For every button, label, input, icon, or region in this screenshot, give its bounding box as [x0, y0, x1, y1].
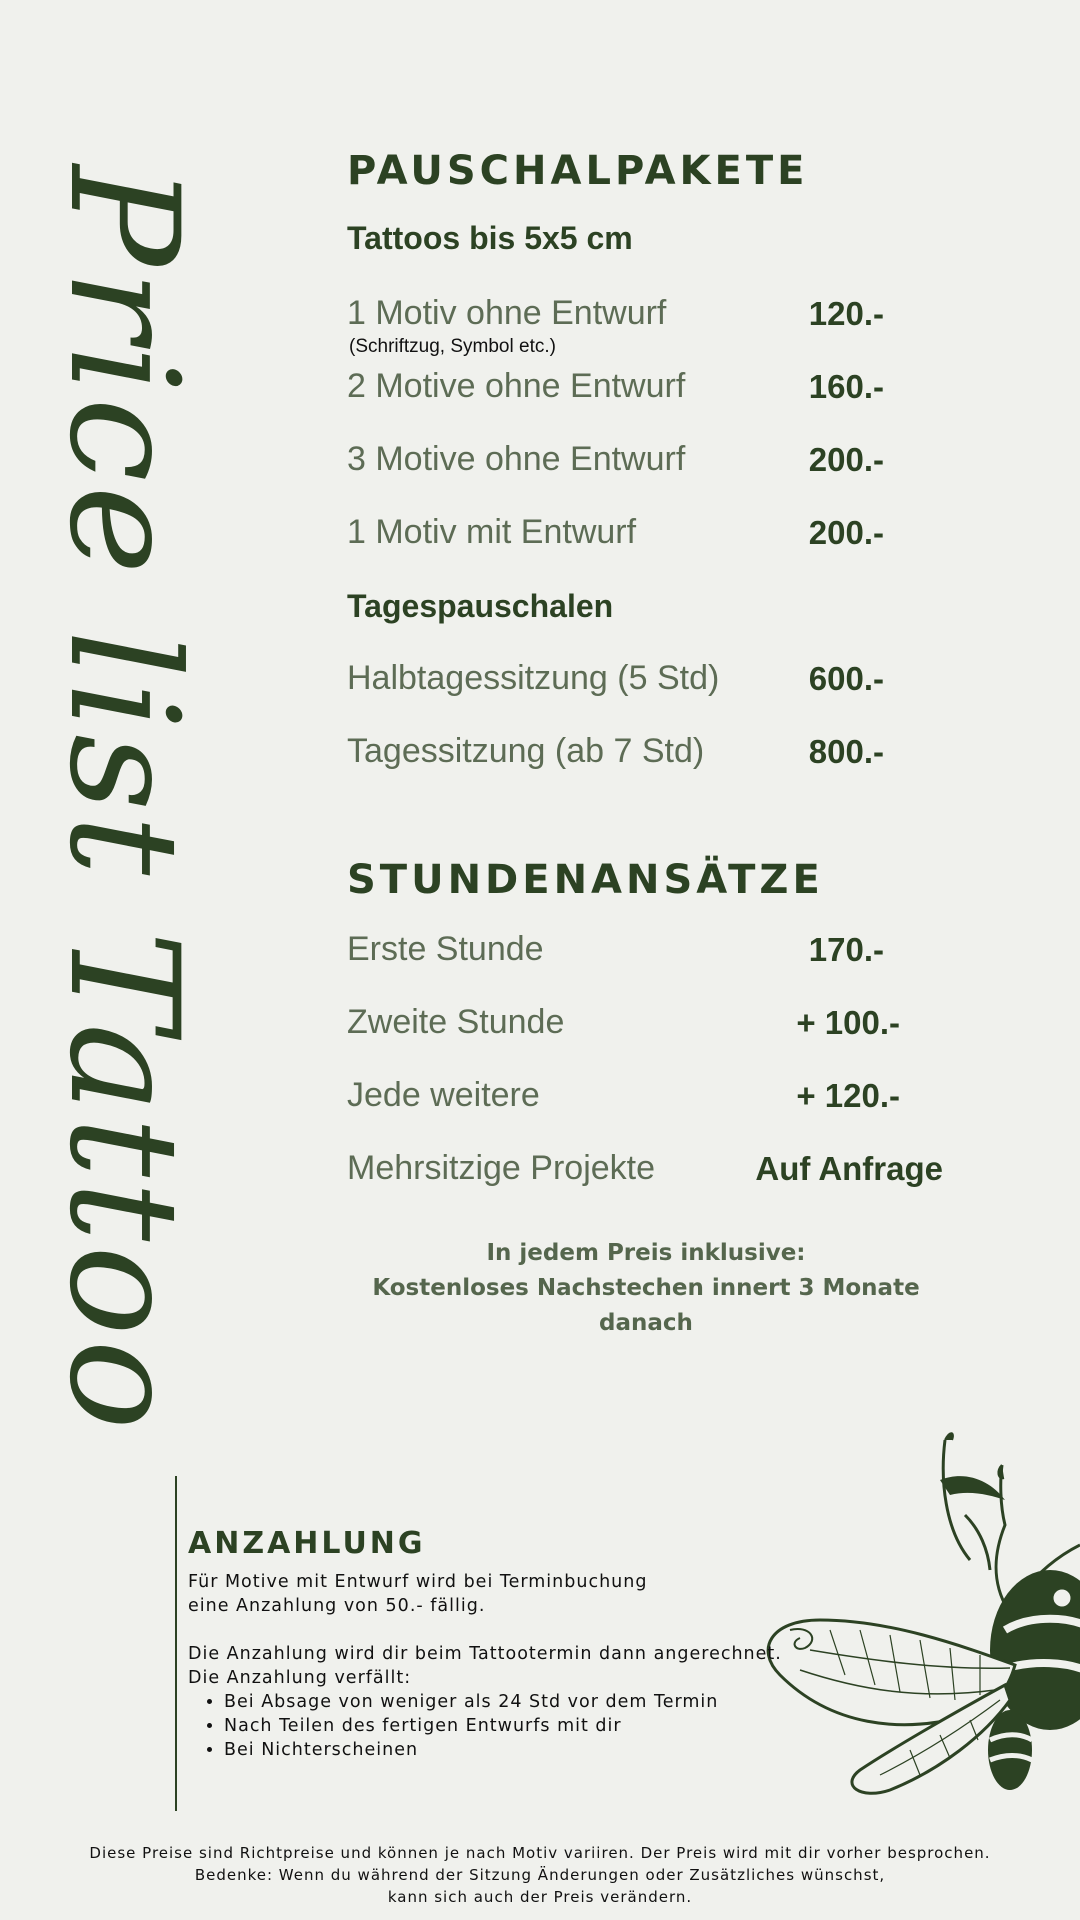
- footer-disclaimer: [40, 1842, 1040, 1908]
- package-item-price: 120.-: [808, 295, 884, 332]
- package-item-label: 1 Motiv ohne Entwurf: [347, 294, 667, 332]
- small-tattoos-subheading: Tattoos bis 5x5 cm: [347, 220, 633, 256]
- hourly-item-label: Erste Stunde: [347, 930, 544, 968]
- hourly-item-price: Auf Anfrage: [755, 1150, 943, 1187]
- day-rate-price: 800.-: [808, 733, 884, 770]
- inclusive-line: Kostenloses Nachstechen innert 3 Monate: [372, 1275, 920, 1301]
- footer-line: Diese Preise sind Richtpreise und können je nach Motiv variiren. Der Preis wird mit dir vorher besprochen.: [89, 1844, 991, 1862]
- deposit-conditions-list: [188, 1690, 718, 1762]
- day-rate-label: Tagessitzung (ab 7 Std): [347, 732, 705, 770]
- day-rates-subheading: Tagespauschalen: [347, 588, 614, 624]
- deposit-text: Für Motive mit Entwurf wird bei Terminbuchung: [188, 1572, 648, 1592]
- hourly-item-label: Mehrsitzige Projekte: [347, 1149, 656, 1187]
- day-rate-label: Halbtagessitzung (5 Std): [347, 659, 720, 697]
- package-item-label: 3 Motive ohne Entwurf: [347, 440, 686, 478]
- deposit-text: Die Anzahlung wird dir beim Tattootermin dann angerechnet.: [188, 1644, 782, 1664]
- hourly-item-price: + 100.-: [796, 1004, 900, 1041]
- packages-heading: PAUSCHALPAKETE: [347, 148, 809, 194]
- inclusive-line: danach: [599, 1310, 693, 1336]
- deposit-text: Die Anzahlung verfällt:: [188, 1668, 412, 1688]
- deposit-text: eine Anzahlung von 50.- fällig.: [188, 1596, 486, 1616]
- package-item-label: 1 Motiv mit Entwurf: [347, 513, 637, 551]
- footer-line: Bedenke: Wenn du während der Sitzung Änderungen oder Zusätzliches wünschst,: [194, 1866, 886, 1884]
- footer-line: kann sich auch der Preis verändern.: [387, 1888, 693, 1906]
- vertical-script-title: Price list Tattoo: [36, 165, 210, 1434]
- inclusive-note: [340, 1236, 952, 1341]
- list-item: • Nach Teilen des fertigen Entwurfs mit dir: [224, 1714, 718, 1738]
- deposit-heading: ANZAHLUNG: [188, 1526, 426, 1561]
- package-item-note: (Schriftzug, Symbol etc.): [349, 336, 556, 357]
- package-item-price: 160.-: [808, 368, 884, 405]
- section-divider-line: [175, 1476, 177, 1811]
- package-item-price: 200.-: [808, 514, 884, 551]
- inclusive-line: In jedem Preis inklusive:: [486, 1240, 806, 1266]
- hourly-item-label: Jede weitere: [347, 1076, 540, 1114]
- hourly-heading: STUNDENANSÄTZE: [347, 857, 824, 903]
- list-item: • Bei Nichterscheinen: [224, 1738, 718, 1762]
- package-item-label: 2 Motive ohne Entwurf: [347, 367, 686, 405]
- package-item-price: 200.-: [808, 441, 884, 478]
- hourly-item-label: Zweite Stunde: [347, 1003, 565, 1041]
- bee-illustration: [750, 1330, 1080, 1800]
- day-rate-price: 600.-: [808, 660, 884, 697]
- hourly-item-price: 170.-: [808, 931, 884, 968]
- list-item: • Bei Absage von weniger als 24 Std vor dem Termin: [224, 1690, 718, 1714]
- hourly-item-price: + 120.-: [796, 1077, 900, 1114]
